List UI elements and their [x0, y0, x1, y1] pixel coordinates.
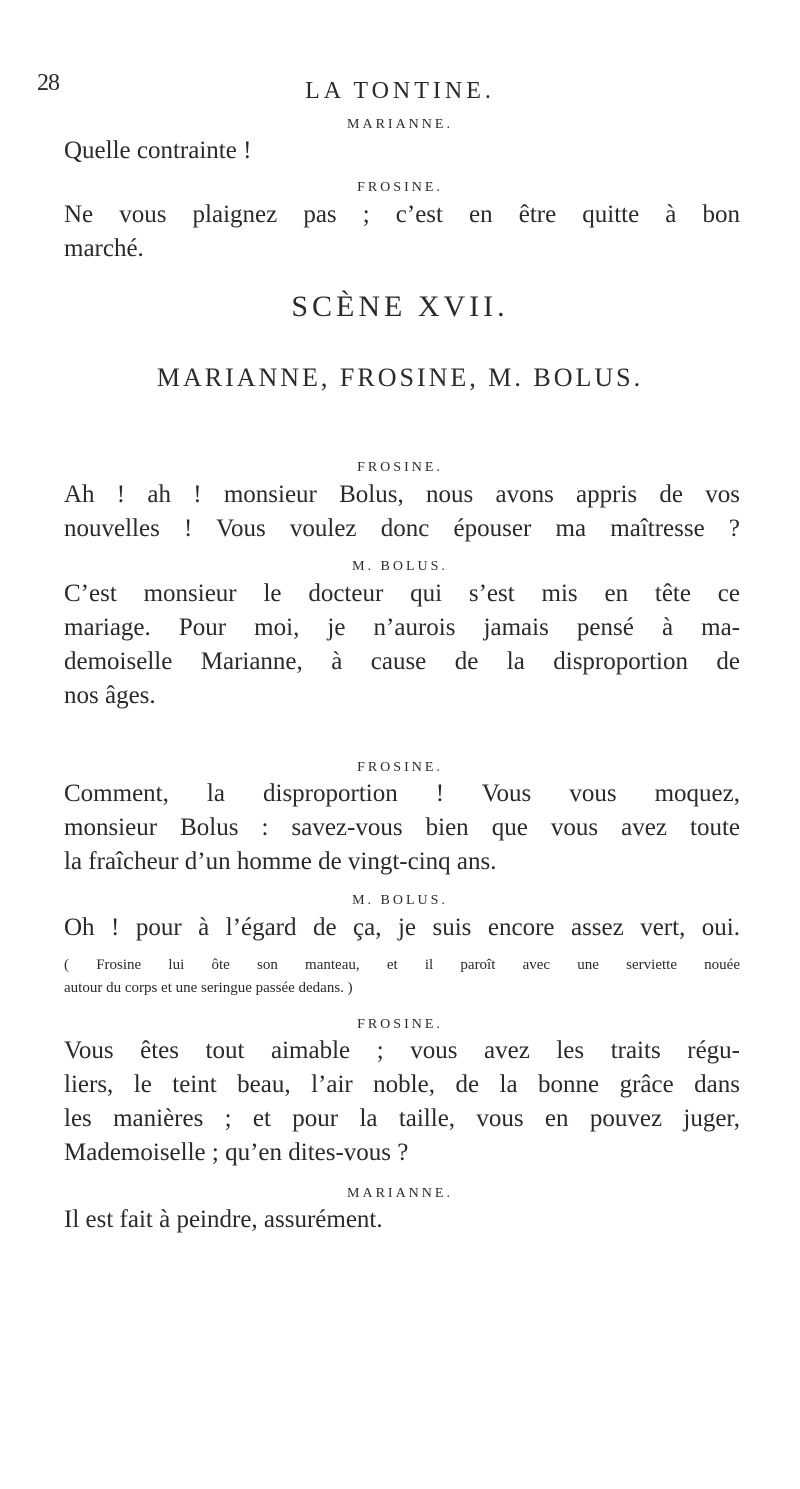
running-title: LA TONTINE.	[305, 78, 495, 104]
text-line: Ne vous plaignez pas ; c’est en être quitte à bon	[64, 201, 740, 228]
speech-text	[64, 1034, 740, 1170]
text-line: C’est monsieur le docteur qui s’est mis en tête ce	[64, 580, 740, 607]
speaker-name: MARIANNE.	[347, 117, 453, 132]
text-line: Il est fait à peindre, assurément.	[64, 1206, 383, 1233]
speech-text	[64, 478, 740, 546]
text-line: Ah ! ah ! monsieur Bolus, nous avons appris de vos	[64, 481, 740, 508]
speaker-name: FROSINE.	[357, 1017, 443, 1032]
text-line: Mademoiselle ; qu’en dites-vous ?	[64, 1139, 409, 1166]
text-line: marché.	[64, 235, 144, 262]
text-line: mariage. Pour moi, je n’aurois jamais pensé à ma-	[64, 614, 740, 641]
speaker-name: FROSINE.	[357, 180, 443, 195]
speech-text	[64, 198, 740, 266]
text-line: autour du corps et une seringue passée dedans. )	[64, 980, 353, 996]
speech-text	[64, 134, 740, 168]
page-number: 28	[37, 70, 59, 96]
text-line: Vous êtes tout aimable ; vous avez les traits régu-	[64, 1037, 740, 1064]
speaker-name: M. BOLUS.	[352, 559, 448, 574]
speech-text	[64, 911, 740, 945]
text-line: Comment, la disproportion ! Vous vous moquez,	[64, 780, 740, 807]
speaker-name: FROSINE.	[357, 760, 443, 775]
text-line: les manières ; et pour la taille, vous en pouvez juger,	[64, 1105, 740, 1132]
text-line: nos âges.	[64, 682, 156, 709]
speech-text	[64, 577, 740, 713]
text-line: monsieur Bolus : savez-vous bien que vous avez toute	[64, 814, 740, 841]
text-line: ( Frosine lui ôte son manteau, et il paroît avec une serviette nouée	[64, 957, 740, 973]
text-line: demoiselle Marianne, à cause de la disproportion de	[64, 648, 740, 675]
scene-characters: MARIANNE, FROSINE, M. BOLUS.	[156, 363, 644, 392]
stage-direction	[64, 954, 740, 1000]
text-line: Oh ! pour à l’égard de ça, je suis encore assez vert, oui.	[64, 914, 740, 941]
text-line: Quelle contrainte !	[64, 137, 252, 164]
speaker-name: MARIANNE.	[347, 1186, 453, 1201]
speaker-name: M. BOLUS.	[352, 893, 448, 908]
speaker-name: FROSINE.	[357, 460, 443, 475]
text-line: nouvelles ! Vous voulez donc épouser ma maîtresse ?	[64, 515, 740, 542]
speech-text	[64, 777, 740, 879]
scene-title: SCÈNE XVII.	[291, 290, 509, 323]
text-line: la fraîcheur d’un homme de vingt-cinq ans.	[64, 848, 497, 875]
speech-text	[64, 1203, 740, 1237]
text-line: liers, le teint beau, l’air noble, de la bonne grâce dans	[64, 1071, 740, 1098]
